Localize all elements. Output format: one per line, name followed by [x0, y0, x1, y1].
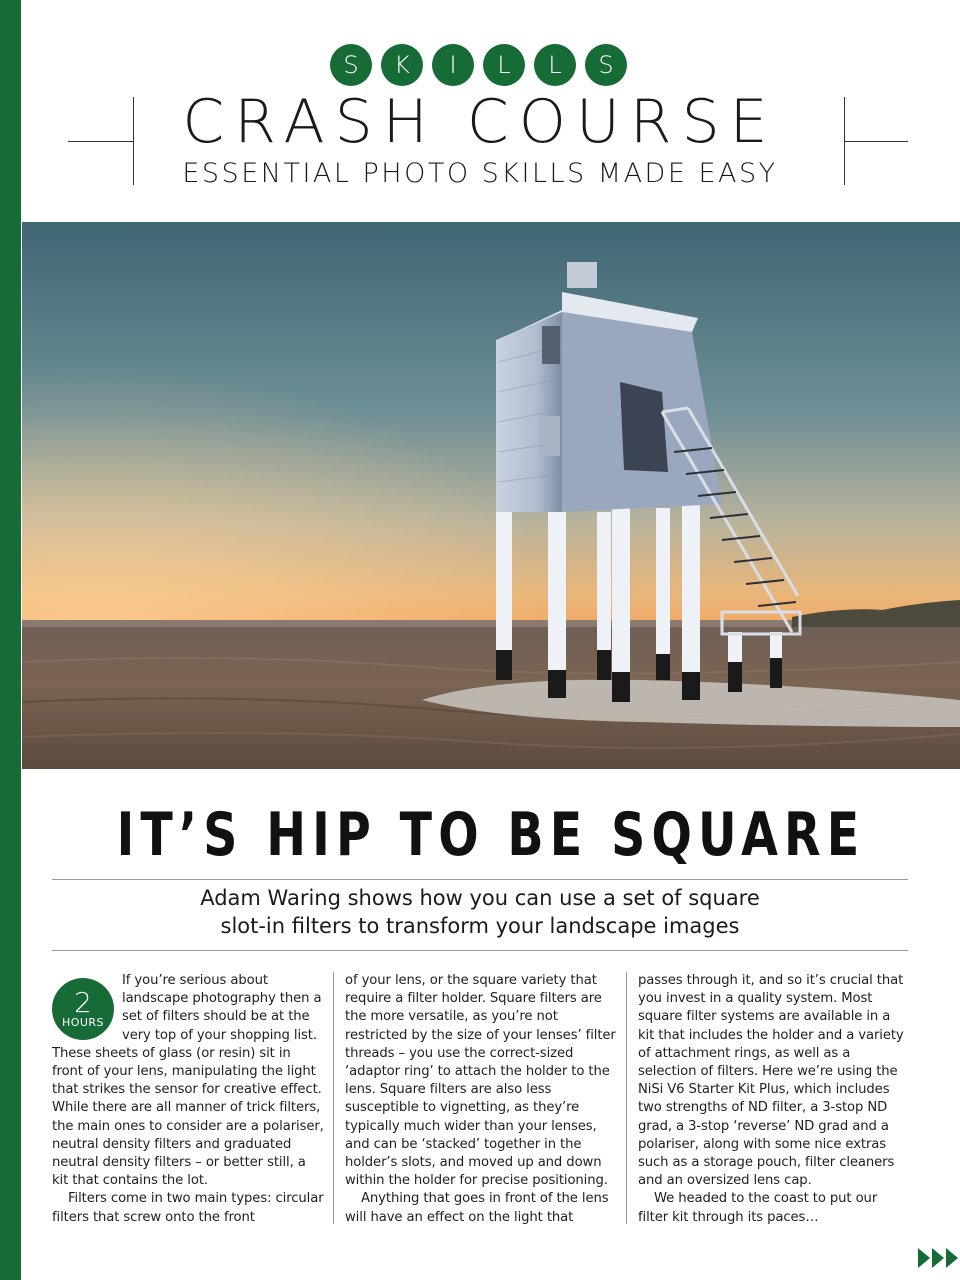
article-body — [52, 972, 908, 1232]
body-paragraph: of your lens, or the square variety that require a filter holder. Square filters are the more versatile, as you’re not restricted by the size of your lenses’ filter threads – you use the correct-sized ‘adaptor ring’ to attach the holder to the lens. Square filters are also less susceptible to vignetting, as they’re typically much wider than your lenses, and can be ‘stacked’ together in the holder’s slots, and moved up and down within the holder for precise positioning. — [345, 973, 616, 1189]
hero-photo-lighthouse — [22, 222, 960, 769]
headline-rule-top — [52, 879, 908, 880]
time-badge-label: HOURS — [61, 1016, 105, 1029]
skills-letter: I — [432, 44, 474, 86]
article-standfirst — [52, 884, 908, 940]
standfirst-rule-bottom — [52, 950, 908, 951]
header-rule-right — [844, 141, 908, 142]
body-column-2 — [345, 972, 617, 1227]
body-paragraph: Anything that goes in front of the lens will have an effect on the light that — [345, 1191, 609, 1225]
body-paragraph: Filters come in two main types: circular filters that screw onto the front — [52, 1191, 324, 1225]
time-badge-number: 2 — [74, 986, 92, 1019]
time-badge — [52, 978, 114, 1040]
body-paragraph: We headed to the coast to put our filter kit through its paces… — [638, 1191, 878, 1225]
header-bracket-left — [133, 97, 134, 185]
skills-letter: S — [585, 44, 627, 86]
body-column-1 — [52, 972, 324, 1227]
standfirst-line: Adam Waring shows how you can use a set of square — [200, 886, 760, 910]
section-title: CRASH COURSE — [182, 87, 778, 157]
skills-letter: L — [534, 44, 576, 86]
body-paragraph: passes through it, and so it’s crucial that you invest in a quality system. Most square filter systems are available in a kit that includes the holder and a variety of attachment rings, as well as a selection of filters. Here we’re using the NiSi V6 Starter Kit Plus, which includes two strengths of ND filter, a 3-stop ND grad, a 3-stop ‘reverse’ ND grad and a polariser, along with some nice extras such as a storage pouch, filter cleaners and an oversized lens cap. — [638, 973, 904, 1189]
column-divider — [333, 972, 334, 1224]
body-column-3 — [638, 972, 910, 1227]
standfirst-line: slot-in filters to transform your landscape images — [220, 914, 740, 938]
column-divider — [626, 972, 627, 1224]
skills-letter: K — [381, 44, 423, 86]
article-headline: IT’S HIP TO BE SQUARE — [116, 800, 866, 870]
header-bracket-right — [844, 97, 845, 185]
skills-section-tag — [330, 44, 630, 86]
skills-letter: L — [483, 44, 525, 86]
header-rule-left — [68, 141, 134, 142]
body-paragraph: If you’re serious about landscape photography then a set of filters should be at the very top of your shopping list. These sheets of glass (or resin) sit in front of your lens, manipulating the light that strikes the sensor for creative effect. While there are all manner of trick filters, the main ones to consider are a polariser, neutral density filters and graduated neutral density filters – or better still, a kit that contains the lot. — [52, 973, 324, 1189]
section-subtitle: ESSENTIAL PHOTO SKILLS MADE EASY — [182, 158, 778, 189]
next-page-arrows-icon[interactable] — [918, 1244, 960, 1272]
green-side-bar — [0, 0, 21, 1280]
skills-letter: S — [330, 44, 372, 86]
